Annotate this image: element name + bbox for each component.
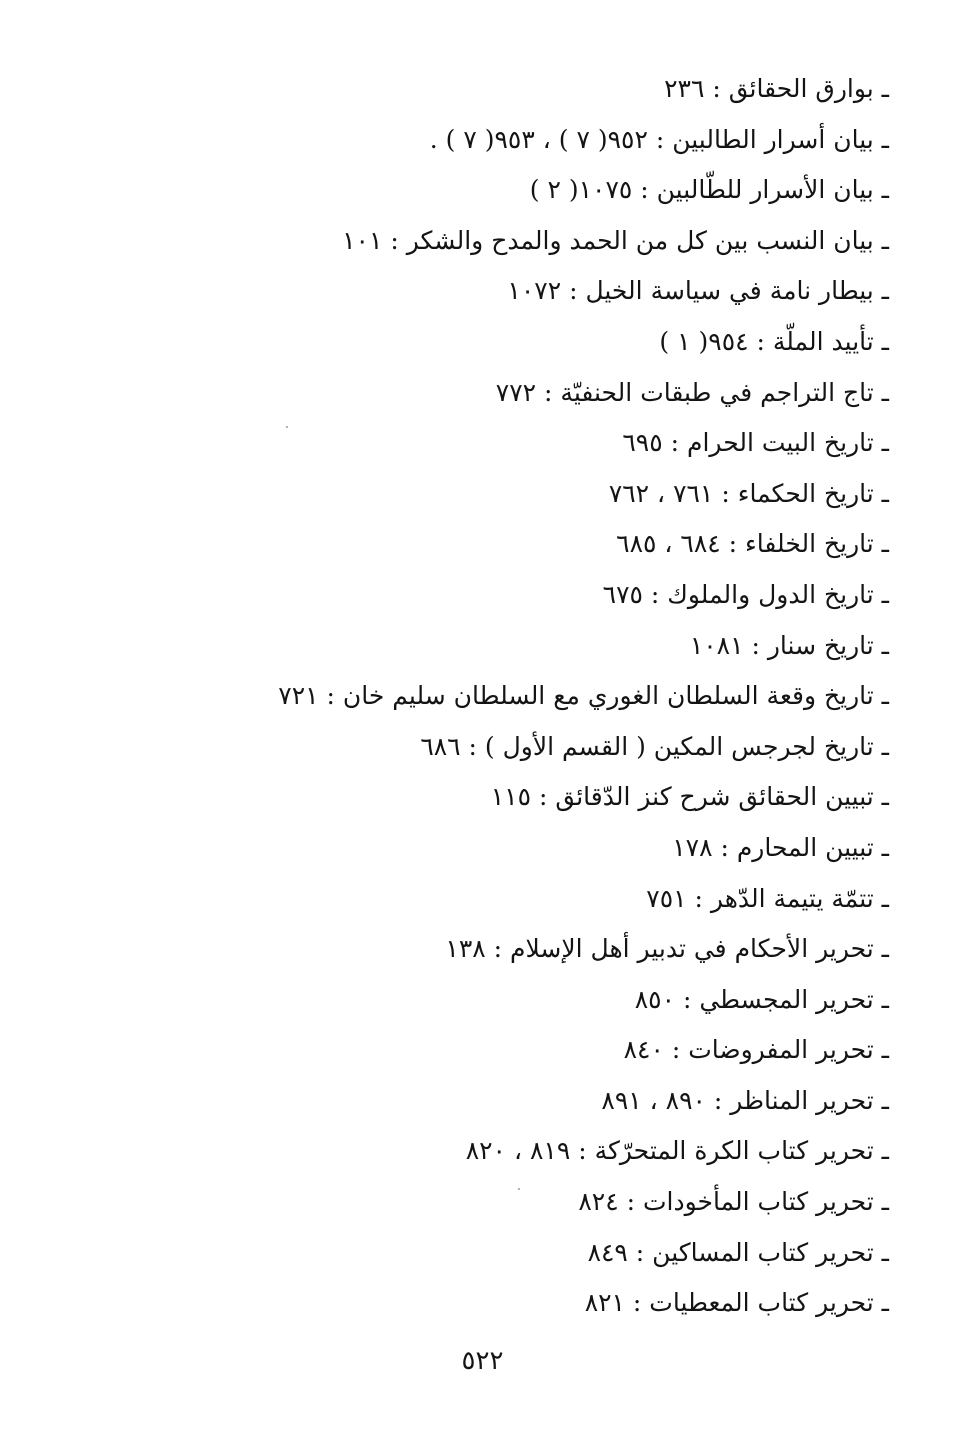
index-entry-text: ـ تاريخ الدول والملوك : ٦٧٥ — [602, 579, 889, 609]
index-entry — [269, 722, 889, 773]
index-entry-text: ـ تاريخ وقعة السلطان الغوري مع السلطان سليم خان : ٧٢١ — [278, 681, 889, 711]
index-entry-text: ـ بيان أسرار الطالبين : ٩٥٢( ٧ ) ، ٩٥٣( ٧ ) . — [429, 124, 889, 154]
index-entry — [269, 1126, 889, 1177]
index-entry — [269, 1278, 889, 1329]
index-entry — [269, 823, 889, 874]
index-entry — [269, 519, 889, 570]
index-entry-text: ـ تحرير كتاب المعطيات : ٨٢١ — [584, 1288, 889, 1318]
index-entry-list — [269, 64, 889, 1329]
scan-speck — [286, 426, 288, 428]
index-entry-text: ـ تاج التراجم في طبقات الحنفيّة : ٧٧٢ — [495, 377, 889, 407]
index-entry-text: ـ تحرير كتاب المأخودات : ٨٢٤ — [578, 1187, 889, 1217]
index-entry-text: ـ بيطار نامة في سياسة الخيل : ١٠٧٢ — [507, 276, 889, 306]
scan-speck — [518, 1188, 520, 1190]
index-entry — [269, 1228, 889, 1279]
index-entry-text: ـ تحرير المجسطي : ٨٥٠ — [634, 984, 889, 1014]
index-entry-text: ـ تاريخ سنار : ١٠٨١ — [689, 630, 889, 660]
index-entry — [269, 165, 889, 216]
index-entry-text: ـ تحرير الأحكام في تدبير أهل الإسلام : ١٣٨ — [445, 934, 889, 964]
index-entry — [269, 1025, 889, 1076]
index-entry-text: ـ تحرير المناظر : ٨٩٠ ، ٨٩١ — [601, 1085, 889, 1115]
index-entry — [269, 115, 889, 166]
index-entry-text: ـ تبيين المحارم : ١٧٨ — [672, 832, 889, 862]
index-entry — [269, 64, 889, 115]
index-entry-text: ـ تاريخ الحكماء : ٧٦١ ، ٧٦٢ — [608, 478, 889, 508]
index-entry-text: ـ تبيين الحقائق شرح كنز الدّقائق : ١١٥ — [490, 782, 889, 812]
index-entry — [269, 216, 889, 267]
index-entry — [269, 1177, 889, 1228]
index-entry — [269, 317, 889, 368]
index-entry — [269, 469, 889, 520]
index-entry — [269, 975, 889, 1026]
index-entry — [269, 874, 889, 925]
index-entry-text: ـ بيان الأسرار للطّالبين : ١٠٧٥( ٢ ) — [529, 175, 889, 205]
index-entry — [269, 368, 889, 419]
index-entry — [269, 924, 889, 975]
index-entry-text: ـ تاريخ الخلفاء : ٦٨٤ ، ٦٨٥ — [616, 529, 889, 559]
index-entry — [269, 772, 889, 823]
index-entry-text: ـ تتمّة يتيمة الدّهر : ٧٥١ — [646, 883, 889, 913]
index-entry-text: ـ تأييد الملّة : ٩٥٤( ١ ) — [659, 326, 889, 356]
index-entry-text: ـ بوارق الحقائق : ٢٣٦ — [664, 74, 889, 103]
index-entry-text: ـ تحرير كتاب الكرة المتحرّكة : ٨١٩ ، ٨٢٠ — [465, 1136, 889, 1166]
index-entry — [269, 621, 889, 672]
index-entry-text: ـ بيان النسب بين كل من الحمد والمدح والشكر : ١٠١ — [342, 225, 889, 255]
index-entry-text: ـ تحرير كتاب المساكين : ٨٤٩ — [587, 1237, 889, 1267]
index-entry — [269, 671, 889, 722]
index-entry — [269, 266, 889, 317]
index-entry — [269, 570, 889, 621]
index-entry-text: ـ تحرير المفروضات : ٨٤٠ — [623, 1035, 889, 1065]
index-entry-text: ـ تاريخ البيت الحرام : ٦٩٥ — [622, 428, 889, 458]
page-number: ٥٢٢ — [461, 1346, 504, 1376]
index-entry-text: ـ تاريخ لجرجس المكين ( القسم الأول ) : ٦٨٦ — [420, 731, 889, 761]
index-entry — [269, 418, 889, 469]
index-entry — [269, 1076, 889, 1127]
